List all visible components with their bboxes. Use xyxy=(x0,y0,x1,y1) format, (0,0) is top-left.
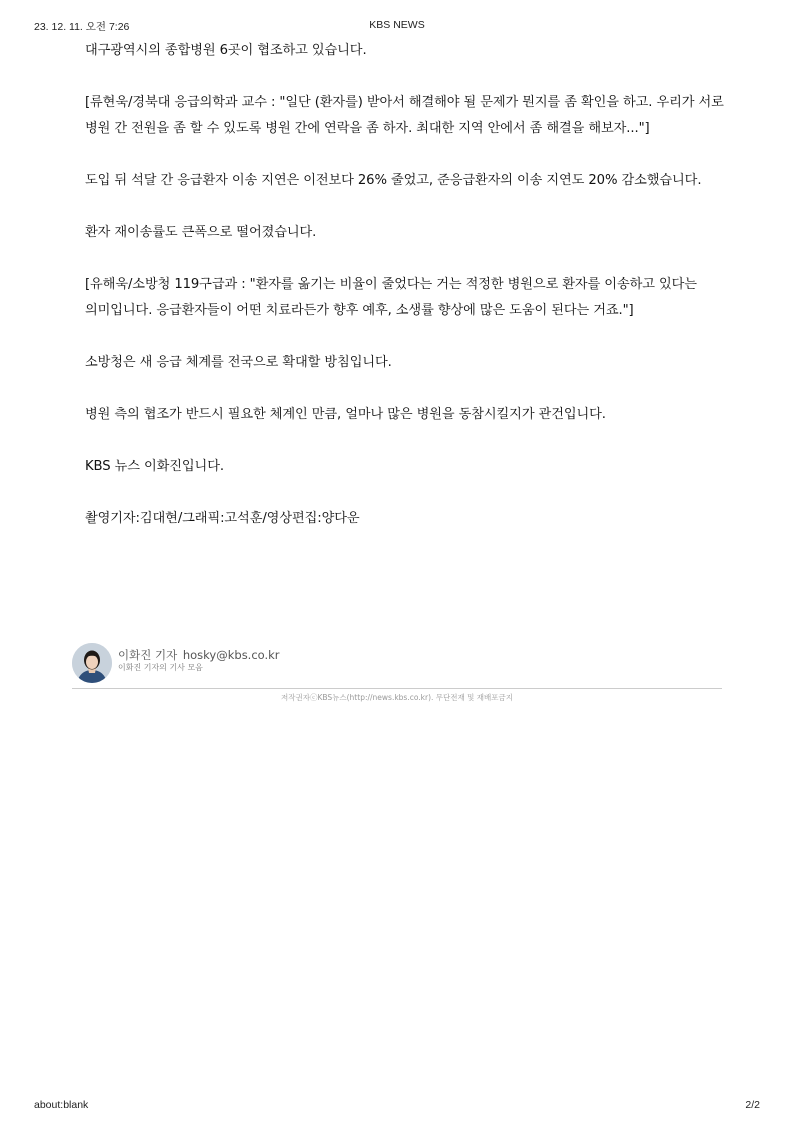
footer-divider xyxy=(72,688,722,689)
print-page-number: 2/2 xyxy=(745,1099,760,1111)
print-site-title: KBS NEWS xyxy=(369,19,425,31)
article-paragraph: 도입 뒤 석달 간 응급환자 이송 지연은 이전보다 26% 줄었고, 준응급환자의 이송 지연도 20% 감소했습니다. xyxy=(85,173,702,188)
reporter-photo-icon xyxy=(72,643,112,683)
reporter-articles-link[interactable]: 이화진 기자의 기사 모음 xyxy=(118,663,203,672)
copyright-notice: 저작권자ⓒKBS뉴스(http://news.kbs.co.kr). 무단전재 및 재배포금지 xyxy=(280,693,514,702)
article-credits: 촬영기자:김대현/그래픽:고석훈/영상편집:양다운 xyxy=(85,511,360,526)
reporter-email[interactable]: hosky@kbs.co.kr xyxy=(182,648,280,662)
article-quote: [유해욱/소방청 119구급과 : "환자를 옮기는 비율이 줄었다는 거는 적정한 병원으로 환자를 이송하고 있다는 의미입니다. 응급환자들이 어떤 치료라든가 향후 예후, 소생률 향상에 많은 도움이 된다는 거죠."] xyxy=(85,277,697,318)
print-footer xyxy=(34,1099,760,1113)
print-date: 23. 12. 11. 오전 7:26 xyxy=(34,21,130,33)
article-paragraph: 대구광역시의 종합병원 6곳이 협조하고 있습니다. xyxy=(85,43,367,58)
print-url: about:blank xyxy=(34,1099,89,1111)
reporter-name: 이화진 기자 xyxy=(118,648,178,662)
print-header xyxy=(34,19,760,33)
reporter-byline xyxy=(72,643,722,689)
reporter-avatar[interactable] xyxy=(72,643,112,683)
article-paragraph: 병원 측의 협조가 반드시 필요한 체계인 만큼, 얼마나 많은 병원을 동참시킬지가 관건입니다. xyxy=(85,407,606,422)
article-signoff: KBS 뉴스 이화진입니다. xyxy=(85,459,224,474)
article-paragraph: 환자 재이송률도 큰폭으로 떨어졌습니다. xyxy=(85,225,317,240)
article-quote: [류현욱/경북대 응급의학과 교수 : "일단 (환자를) 받아서 해결해야 될 문제가 뭔지를 좀 확인을 하고. 우리가 서로 병원 간 전원을 좀 할 수 있도록 병원 간에 연락을 좀 하자. 최대한 지역 안에서 좀 해결을 해보자..."] xyxy=(85,95,724,136)
reporter-name-line xyxy=(118,647,280,663)
article-paragraph: 소방청은 새 응급 체계를 전국으로 확대할 방침입니다. xyxy=(85,355,392,370)
article-body xyxy=(85,38,725,532)
